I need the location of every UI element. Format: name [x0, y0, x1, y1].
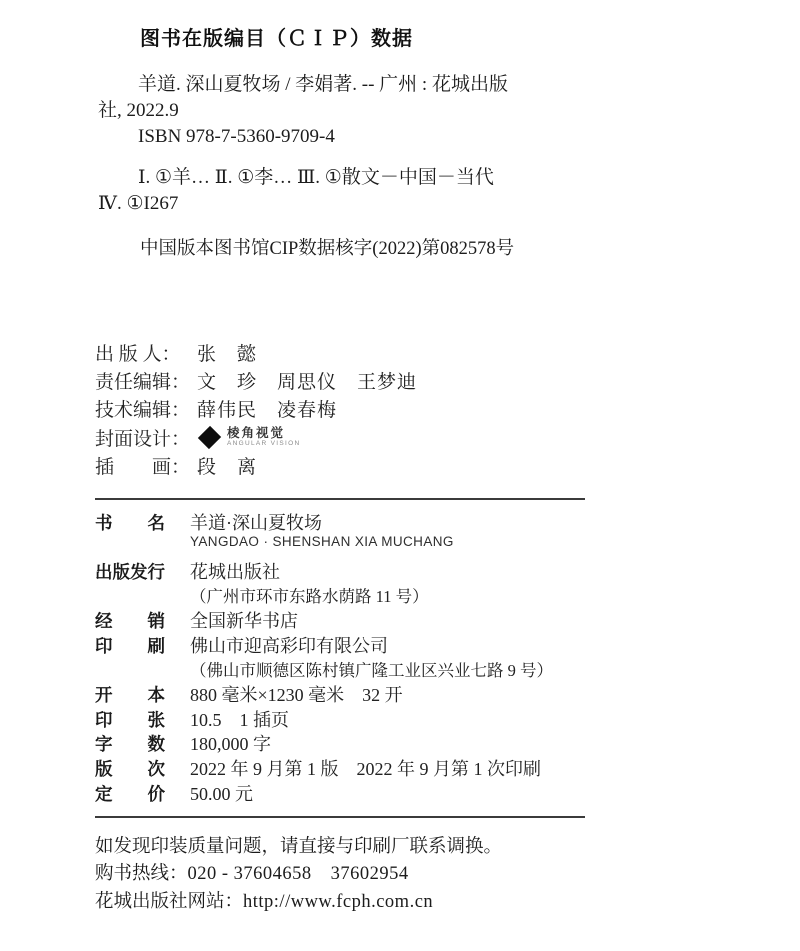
printer: 佛山市迎高彩印有限公司: [190, 635, 388, 656]
editors-names: 文 珍 周思仪 王梦迪: [197, 372, 418, 394]
quality-notice-text: 如发现印装质量问题，请直接与印刷厂联系调换。: [95, 835, 503, 856]
book-title-pinyin: YANGDAO · SHENSHAN XIA MUCHANG: [190, 533, 454, 549]
hotline-label: 购书热线：: [95, 862, 188, 884]
cip-entry-line2: 社, 2022.9: [98, 100, 179, 121]
divider-top: [95, 498, 585, 500]
hotline-numbers: 020 - 37604658 37602954: [187, 864, 409, 885]
angular-vision-logo: [199, 427, 300, 448]
row-label: 印 刷: [95, 635, 165, 656]
website-url: http://www.fcph.com.cn: [243, 891, 434, 912]
colophon-row-sheets: [95, 706, 553, 731]
colophon-row-edition: [95, 755, 553, 780]
list-price: 50.00 元: [190, 783, 253, 804]
row-label: 版 次: [95, 758, 165, 779]
logo-subtitle: ANGULAR VISION: [227, 440, 301, 448]
row-label: 书 名: [95, 513, 165, 533]
colophon-row-printer: [95, 632, 553, 657]
cip-entry-line1: 羊道. 深山夏牧场 / 李娟著. -- 广州 : 花城出版: [138, 74, 508, 95]
colophon-row-format: [95, 681, 553, 706]
cip-class-line1: Ⅰ. ①羊… Ⅱ. ①李… Ⅲ. ①散文－中国－当代: [138, 167, 494, 188]
row-label: 经 销: [95, 611, 165, 632]
colophon-row-printer-address: [95, 657, 553, 682]
cover-design-row: [95, 423, 417, 451]
logo-name: 棱角视觉: [227, 425, 286, 440]
isbn-number: ISBN 978-7-5360-9709-4: [138, 126, 335, 147]
colophon-row-publisher-address: [95, 583, 553, 608]
colophon-row-price: [95, 780, 553, 805]
colophon-row-wordcount: [95, 730, 553, 755]
publisher-row: [95, 338, 417, 366]
print-sheets: 10.5 1 插页: [190, 709, 289, 730]
diamond-icon: [198, 426, 221, 449]
colophon-row-publisher: [95, 558, 553, 583]
footer: [95, 832, 502, 914]
colophon-row-distribution: [95, 607, 553, 632]
row-label: 字 数: [95, 734, 165, 755]
cip-classification: [98, 165, 638, 217]
tech-editors-label: 技术编辑：: [95, 400, 191, 422]
colophon-table: [95, 509, 553, 804]
cip-record-number: 中国版本图书馆CIP数据核字(2022)第082578号: [140, 239, 515, 259]
logo-text-block: [227, 427, 300, 448]
illustration-label: 插 画：: [95, 457, 191, 479]
quality-notice: [95, 832, 502, 859]
cover-design-label: 封面设计：: [95, 428, 191, 450]
publisher-label: 出 版 人：: [95, 343, 181, 365]
hotline-line: [95, 859, 502, 886]
distributor: 全国新华书店: [190, 611, 298, 632]
colophon-row-pinyin: [95, 534, 553, 559]
illustrator-name: 段 离: [197, 457, 258, 479]
staff-credits: [95, 338, 417, 480]
cip-class-line2: Ⅳ. ①I267: [98, 193, 179, 214]
publisher-house: 花城出版社: [190, 562, 280, 583]
book-format: 880 毫米×1230 毫米 32 开: [190, 685, 403, 706]
row-label: 出版发行: [95, 562, 165, 583]
cip-entry: [98, 72, 618, 150]
divider-bottom: [95, 816, 585, 818]
editors-row: [95, 366, 417, 394]
website-line: [95, 887, 502, 914]
illustration-row: [95, 452, 417, 480]
word-count: 180,000 字: [190, 734, 271, 755]
edition-info: 2022 年 9 月第 1 版 2022 年 9 月第 1 次印刷: [190, 758, 541, 779]
book-title: 羊道·深山夏牧场: [190, 513, 322, 533]
tech-editors-names: 薛伟民 凌春梅: [197, 400, 338, 422]
printer-address: （佛山市顺德区陈村镇广隆工业区兴业七路 9 号）: [190, 660, 553, 680]
publisher-name: 张 懿: [197, 343, 258, 365]
row-label: 印 张: [95, 709, 165, 730]
publisher-address: （广州市环市东路水荫路 11 号）: [190, 586, 429, 606]
tech-editors-row: [95, 395, 417, 423]
website-label: 花城出版社网站：: [95, 889, 244, 911]
editors-label: 责任编辑：: [95, 372, 191, 394]
row-label: 定 价: [95, 783, 165, 804]
cip-title: 图书在版编目（ＣＩＰ）数据: [140, 28, 413, 50]
row-label: 开 本: [95, 685, 165, 706]
colophon-row-title: [95, 509, 553, 534]
